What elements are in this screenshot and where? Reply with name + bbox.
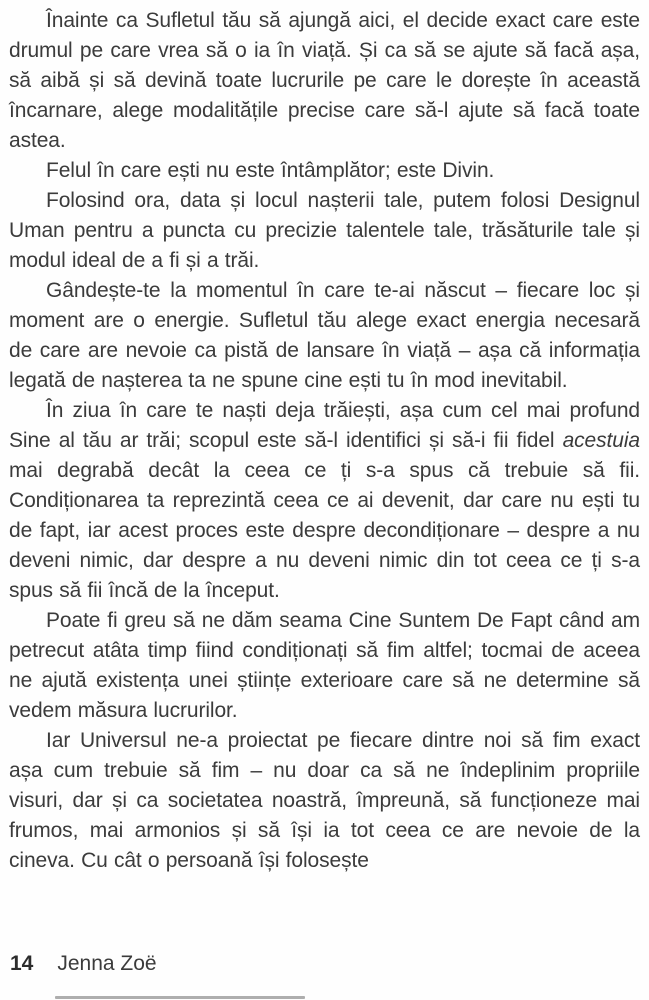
- paragraph-4: Gândește-te la momentul în care te-ai născut – fiecare loc și moment are o energie. Sufletul tău alege exact energia necesară de care are nevoie ca pistă de lansare în viață – așa că informația legată de nașterea ta ne spune cine ești tu în mod inevitabil.: [9, 279, 640, 392]
- body-text: [9, 6, 640, 876]
- author-name: Jenna Zoë: [57, 952, 157, 975]
- paragraph-2: Felul în care ești nu este întâmplător; este Divin.: [46, 159, 495, 182]
- paragraph-1: Înainte ca Sufletul tău să ajungă aici, el decide exact care este drumul pe care vrea să o ia în viață. Și ca să se ajute să facă așa, să aibă și să devină toate lucrurile pe care le dorește în această încarnare, alege modalitățile precise care să-l ajute să facă toate astea.: [9, 9, 640, 152]
- page-footer: [10, 952, 640, 976]
- paragraph-5-text-before: În ziua în care te naști deja trăiești, așa cum cel mai profund Sine al tău ar trăi; scopul este să-l identifici și să-i fii fidel: [9, 399, 640, 452]
- paragraph-7: Iar Universul ne-a proiectat pe fiecare dintre noi să fim exact așa cum trebuie să fim – nu doar ca să ne îndeplinim propriile visuri, dar și ca societatea noastră, împreună, să funcționeze mai frumos, mai armonios și să își ia tot ceea ce are nevoie de la cineva. Cu cât o persoană își folosește: [9, 729, 640, 872]
- paragraph-6: Poate fi greu să ne dăm seama Cine Suntem De Fapt când am petrecut atâta timp fiind condiționați să fim altfel; tocmai de aceea ne ajută existența unei științe exterioare care să ne determine să vedem măsura lucrurilor.: [9, 609, 640, 722]
- paragraph-5-italic-word: acestuia: [562, 429, 640, 452]
- paragraph-5-text-after: mai degrabă decât la ceea ce ți s-a spus că trebuie să fii. Condiționarea ta reprezintă ceea ce ai devenit, dar care nu ești tu de fapt, iar acest proces este despre decondiționare – despre a nu deveni nimic, dar despre a nu deveni nimic din tot ceea ce ți s-a spus să fii încă de la început.: [9, 459, 640, 602]
- page-number: 14: [10, 952, 34, 975]
- paragraph-5: [9, 396, 640, 606]
- paragraph-3: Folosind ora, data și locul nașterii tale, putem folosi Designul Uman pentru a puncta cu precizie talentele tale, trăsăturile tale și modul ideal de a fi și a trăi.: [9, 189, 640, 272]
- bottom-scan-artifact: [55, 996, 305, 999]
